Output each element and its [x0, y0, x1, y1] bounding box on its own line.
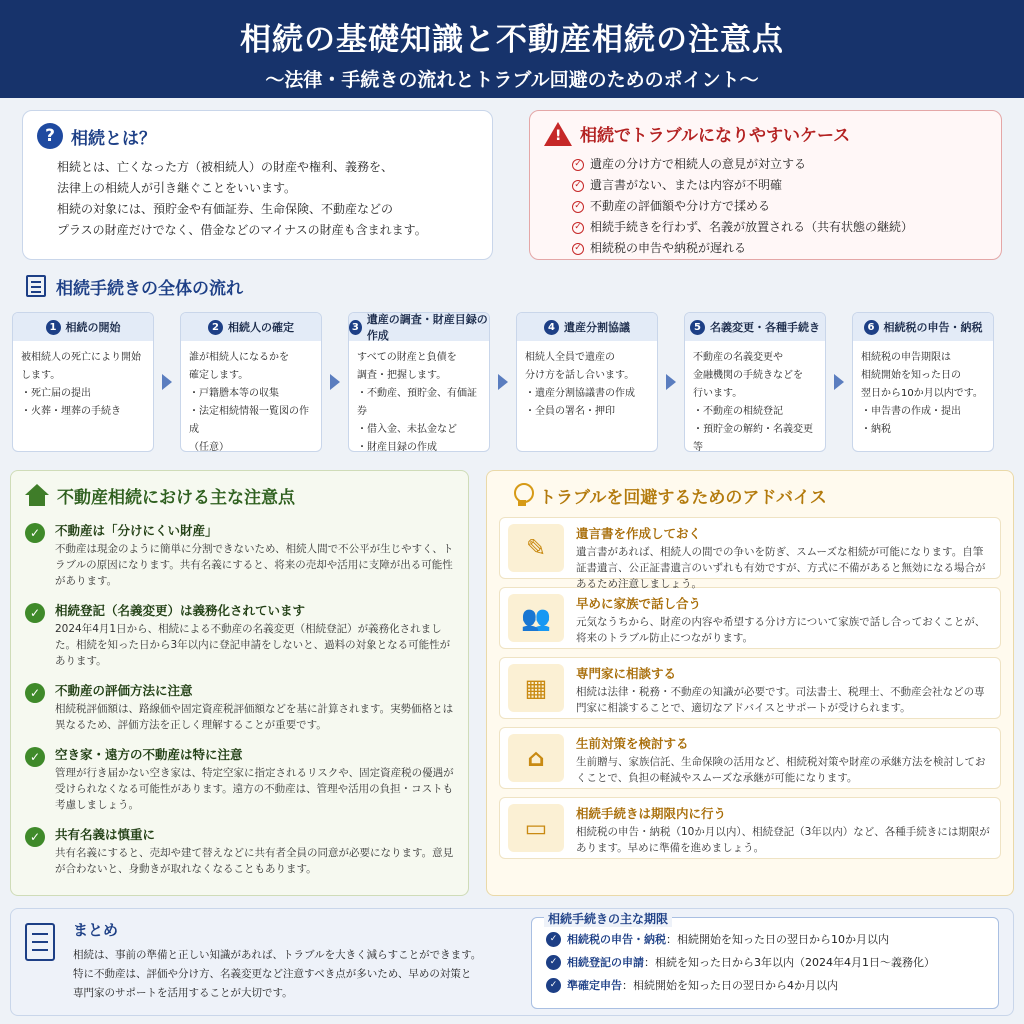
arrow-right-icon [666, 374, 676, 390]
step-line: ・遺産分割協議書の作成 [525, 388, 635, 399]
step-body [181, 341, 321, 452]
check-circle-icon: ✓ [25, 683, 45, 703]
summary-line: 専門家のサポートを活用することが大切です。 [73, 987, 293, 999]
step-line: （任意） [189, 442, 229, 452]
advice-item-text: 元気なうちから、財産の内容や希望する分け方について家族で話し合っておくことが、将来のトラブル防止につながります。 [576, 616, 986, 644]
step-body [13, 341, 153, 429]
check-circle-icon: ✓ [546, 978, 561, 993]
check-circle-icon: ✓ [25, 523, 45, 543]
check-circle-icon: ✓ [25, 603, 45, 623]
folder-icon: ▭ [508, 804, 564, 852]
advice-title: トラブルを回避するためのアドバイス [539, 487, 827, 508]
note-item [25, 825, 454, 877]
lightbulb-icon [513, 483, 531, 507]
step-body [517, 341, 657, 429]
deadline-item [546, 974, 984, 997]
arrow-right-icon [330, 374, 340, 390]
house-icon [25, 484, 49, 506]
advice-item-title: 専門家に相談する [576, 666, 677, 681]
note-text: 相続税評価額は、路線価や固定資産税評価額などを基に計算されます。実勢価格とは異なるため、評価方法を正しく理解することが重要です。 [55, 703, 454, 731]
note-text: 不動産は現金のように簡単に分割できないため、相続人間で不公平が生じやすく、トラブルの原因になります。共有名義にすると、将来の売却や活用に支障が出る可能性があります。 [55, 543, 454, 587]
arrow-right-icon [162, 374, 172, 390]
note-title: 不動産は「分けにくい財産」 [55, 523, 218, 538]
step-line: ・不動産、預貯金、有価証券 [357, 388, 477, 417]
step-line: 確定します。 [189, 370, 249, 381]
note-title: 相続登記（名義変更）は義務化されています [55, 603, 306, 618]
question-icon: ? [37, 123, 63, 149]
advice-item [499, 797, 1001, 859]
summary-line: 相続は、事前の準備と正しい知識があれば、トラブルを大きく減らすことができます。 [73, 949, 482, 961]
flow-title: 相続手続きの全体の流れ [56, 278, 243, 299]
check-circle-icon: ✓ [546, 955, 561, 970]
step-line: すべての財産と負債を [357, 352, 457, 363]
deadline-text: ：相続開始を知った日の翌日から4か月以内 [622, 979, 838, 992]
deadlines-box [531, 912, 999, 1009]
step-line: ・戸籍謄本等の収集 [189, 388, 279, 399]
step-body [685, 341, 825, 452]
deadline-label: 準確定申告 [567, 979, 622, 992]
step-line: します。 [21, 370, 61, 381]
advice-item [499, 727, 1001, 789]
document-edit-icon: ✎ [508, 524, 564, 572]
page-header [0, 0, 1024, 98]
step-line: ・借入金、未払金など [357, 424, 457, 435]
step-line: 相続税の申告期限は [861, 352, 951, 363]
trouble-cases-card [529, 110, 1002, 260]
what-line: 法律上の相続人が引き継ぐことをいいます。 [57, 181, 297, 195]
check-circle-icon: ✓ [572, 222, 584, 234]
check-circle-icon: ✓ [572, 201, 584, 213]
step-title: 相続人の確定 [228, 321, 294, 334]
advice-item-text: 相続は法律・税務・不動産の知識が必要です。司法書士、税理士、不動産会社などの専門家に相談することで、適切なアドバイスとサポートが受けられます。 [576, 686, 985, 714]
flow-step [348, 312, 490, 452]
flow-steps [12, 312, 1012, 452]
step-line: ・全員の署名・押印 [525, 406, 615, 417]
step-header [517, 313, 657, 341]
check-circle-icon: ✓ [25, 747, 45, 767]
notes-title: 不動産相続における主な注意点 [57, 487, 295, 508]
summary-title: まとめ [73, 921, 119, 939]
step-title: 遺産分割協議 [564, 321, 630, 334]
step-title: 名義変更・各種手続き [710, 321, 820, 334]
step-header [349, 313, 489, 341]
note-item [25, 681, 454, 733]
trouble-item-text: 遺産の分け方で相続人の意見が対立する [590, 157, 807, 171]
trouble-item [572, 217, 987, 238]
step-line: ・財産目録の作成 [357, 442, 437, 452]
summary-text [73, 946, 505, 1003]
step-body [853, 341, 993, 447]
step-line: 分け方を話し合います。 [525, 370, 635, 381]
what-text [57, 157, 478, 241]
step-line: 誰が相続人になるかを [189, 352, 289, 363]
step-line: 金融機関の手続きなどを [693, 370, 803, 381]
advice-item-text: 遺言書があれば、相続人の間での争いを防ぎ、スムーズな相続が可能になります。自筆証書遺言、公正証書遺言のいずれも有効ですが、方式に不備があると無効になる場合があるため注意しましょう。 [576, 546, 986, 590]
calculator-icon: ▦ [508, 664, 564, 712]
arrow-right-icon [834, 374, 844, 390]
note-item [25, 601, 454, 669]
what-line: プラスの財産だけでなく、借金などのマイナスの財産も含まれます。 [57, 223, 427, 237]
flow-step [12, 312, 154, 452]
flow-step [180, 312, 322, 452]
note-title: 不動産の評価方法に注意 [55, 683, 193, 698]
step-line: ・不動産の相続登記 [693, 406, 783, 417]
step-line: 行います。 [693, 388, 743, 399]
deadline-text: ：相続を知った日から3年以内（2024年4月1日〜義務化） [644, 956, 935, 969]
step-line: ・火葬・埋葬の手続き [21, 406, 121, 417]
page-subtitle: 〜法律・手続きの流れとトラブル回避のためのポイント〜 [265, 69, 759, 91]
note-title: 共有名義は慎重に [55, 827, 156, 842]
step-header [685, 313, 825, 341]
deadline-item [546, 951, 984, 974]
warning-icon: ! [544, 122, 572, 146]
page-title: 相続の基礎知識と不動産相続の注意点 [240, 22, 784, 58]
step-number: 3 [349, 320, 362, 335]
flow-step [852, 312, 994, 452]
note-text: 2024年4月1日から、相続による不動産の名義変更（相続登記）が義務化されました。相続を知った日から3年以内に登記申請をしないと、過料の対象となる可能性があります。 [55, 623, 451, 667]
step-header [13, 313, 153, 341]
step-line: ・預貯金の解約・名義変更等 [693, 424, 813, 452]
summary-section [10, 908, 1014, 1016]
step-body [349, 341, 489, 452]
advice-item [499, 517, 1001, 590]
what-line: 相続とは、亡くなった方（被相続人）の財産や権利、義務を、 [57, 160, 394, 174]
step-number: 2 [208, 320, 223, 335]
deadlines-title: 相続手続きの主な期限 [544, 910, 672, 927]
flow-step [684, 312, 826, 452]
advice-item [499, 657, 1001, 719]
step-line: ・納税 [861, 424, 891, 435]
deadline-text: ：相続開始を知った日の翌日から10か月以内 [666, 933, 889, 946]
advice-item-text: 生前贈与、家族信託、生命保険の活用など、相続税対策や財産の承継方法を検討しておくことで、負担の軽減やスムーズな承継が可能になります。 [576, 756, 986, 784]
arrow-right-icon [498, 374, 508, 390]
family-talk-icon: 👥 [508, 594, 564, 642]
advice-item [499, 587, 1001, 649]
advice-item-title: 生前対策を検討する [576, 736, 689, 751]
deadline-label: 相続税の申告・納税 [567, 933, 666, 946]
advice-item-text: 相続税の申告・納税（10か月以内）、相続登記（3年以内）など、各種手続きには期限があります。早めに準備を進めましょう。 [576, 826, 990, 854]
trouble-item [572, 175, 987, 196]
trouble-title: 相続でトラブルになりやすいケース [580, 126, 851, 146]
note-item [25, 521, 454, 589]
what-line: 相続の対象には、預貯金や有価証券、生命保険、不動産などの [57, 202, 394, 216]
step-line: 不動産の名義変更や [693, 352, 783, 363]
trouble-item-text: 不動産の評価額や分け方で揉める [590, 199, 771, 213]
check-circle-icon: ✓ [25, 827, 45, 847]
step-line: 相続人全員で遺産の [525, 352, 615, 363]
check-circle-icon: ✓ [572, 243, 584, 255]
list-icon [26, 275, 46, 297]
check-circle-icon: ✓ [572, 159, 584, 171]
check-circle-icon: ✓ [546, 932, 561, 947]
step-line: ・死亡届の提出 [21, 388, 91, 399]
house-icon: ⌂ [508, 734, 564, 782]
trouble-item-text: 相続手続きを行わず、名義が放置される（共有状態の継続） [590, 220, 914, 234]
step-line: ・申告書の作成・提出 [861, 406, 961, 417]
step-line: 調査・把握します。 [357, 370, 447, 381]
note-title: 空き家・遠方の不動産は特に注意 [55, 747, 243, 762]
step-line: 翌日から10か月以内です。 [861, 388, 983, 399]
trouble-item-text: 遺言書がない、または内容が不明確 [590, 178, 783, 192]
trouble-item [572, 154, 987, 175]
step-line: 被相続人の死亡により開始 [21, 352, 141, 363]
trouble-item [572, 196, 987, 217]
step-number: 5 [690, 320, 705, 335]
advice-section [486, 470, 1014, 896]
step-title: 遺産の調査・財産目録の作成 [366, 313, 488, 342]
step-line: 相続開始を知った日の [861, 370, 961, 381]
step-number: 6 [864, 320, 879, 335]
clipboard-checklist-icon [25, 923, 55, 961]
what-is-inheritance-card [22, 110, 493, 260]
check-circle-icon: ✓ [572, 180, 584, 192]
real-estate-notes-section [10, 470, 469, 896]
note-text: 共有名義にすると、売却や建て替えなどに共有者全員の同意が必要になります。意見が合わないと、身動きが取れなくなることもあります。 [55, 847, 454, 875]
deadline-label: 相続登記の申請 [567, 956, 644, 969]
summary-line: 特に不動産は、評価や分け方、名義変更など注意すべき点が多いため、早めの対策と [73, 968, 472, 980]
trouble-item-text: 相続税の申告や納税が遅れる [590, 241, 747, 255]
step-header [181, 313, 321, 341]
step-header [853, 313, 993, 341]
note-item [25, 745, 454, 813]
flow-step [516, 312, 658, 452]
what-title: 相続とは？ [71, 128, 156, 149]
note-text: 管理が行き届かない空き家は、特定空家に指定されるリスクや、固定資産税の優遇が受けられなくなる可能性があります。遠方の不動産は、管理や活用の負担・コストも考慮しましょう。 [55, 767, 454, 811]
trouble-item [572, 238, 987, 259]
deadline-item [546, 928, 984, 951]
procedure-flow-section [12, 272, 1012, 456]
advice-item-title: 早めに家族で話し合う [576, 596, 702, 611]
step-number: 4 [544, 320, 559, 335]
advice-item-title: 遺言書を作成しておく [576, 526, 702, 541]
step-title: 相続の開始 [65, 321, 121, 334]
step-number: 1 [46, 320, 61, 335]
step-line: ・法定相続情報一覧図の作成 [189, 406, 309, 435]
advice-item-title: 相続手続きは期限内に行う [576, 806, 727, 821]
step-title: 相続税の申告・納税 [883, 321, 983, 334]
